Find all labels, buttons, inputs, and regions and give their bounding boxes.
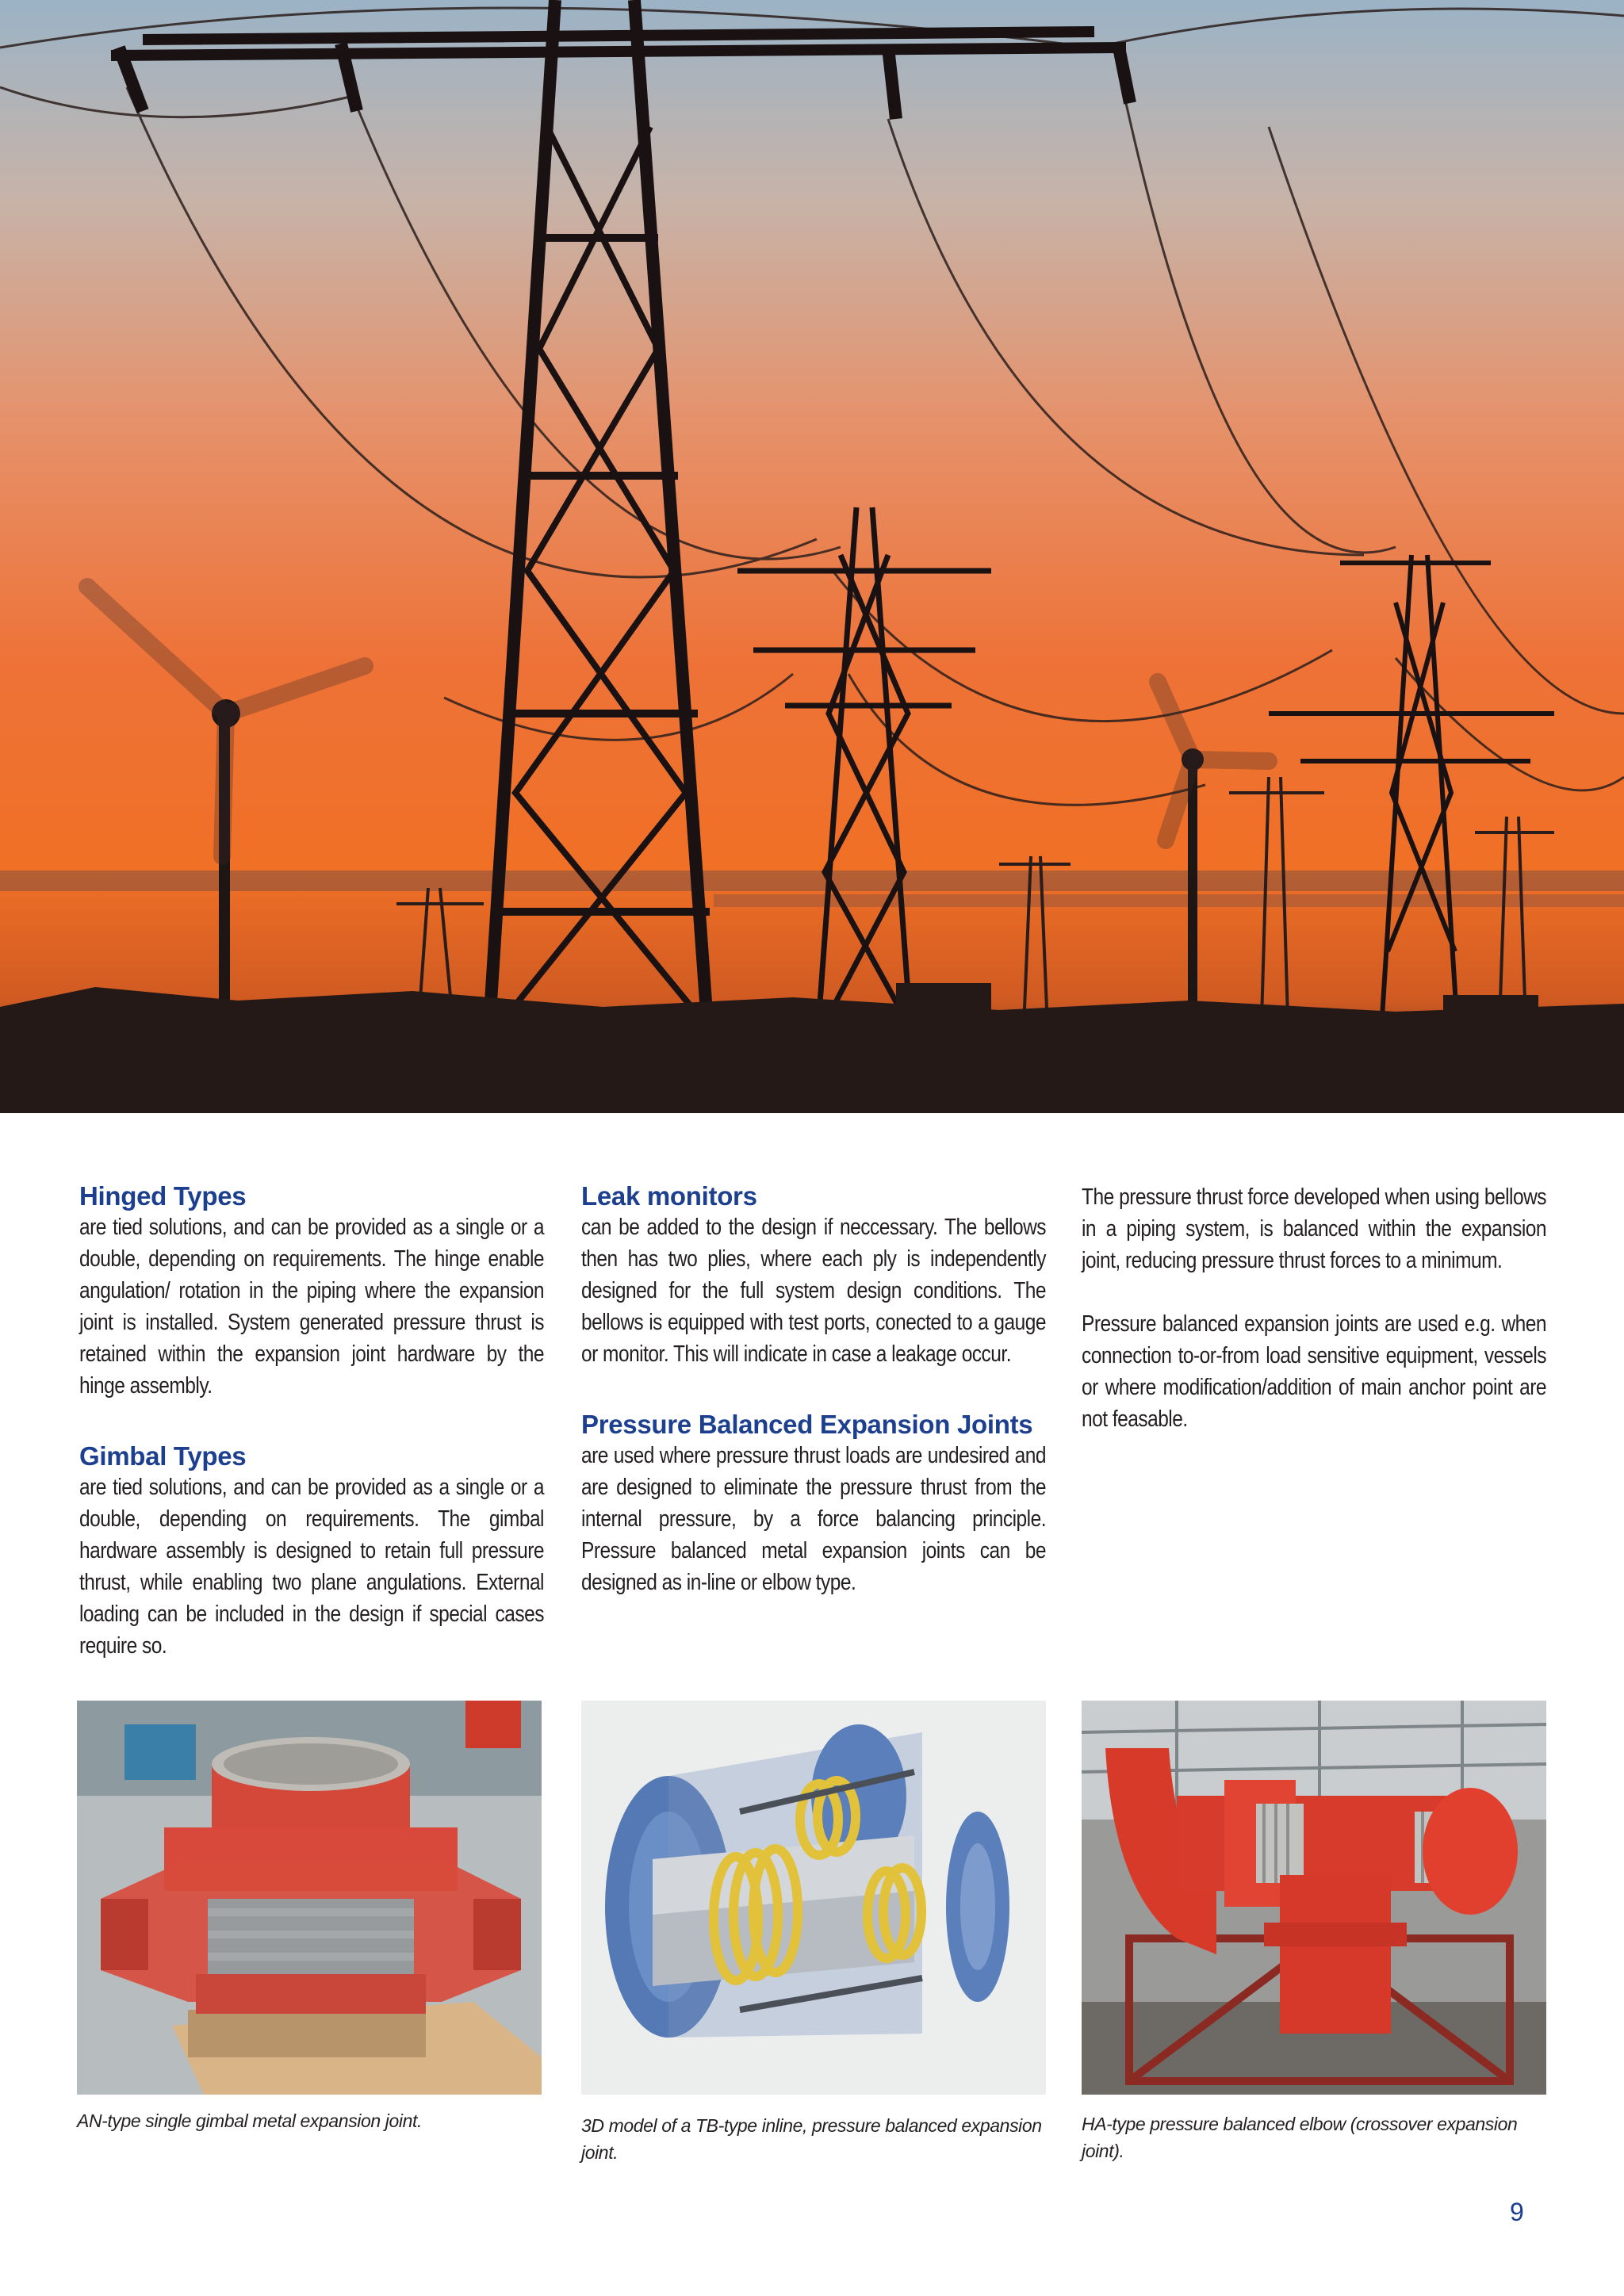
body-leak-monitors: can be added to the design if neccessary. The bellows then has two plies, where each ply is independently designed for the full system design conditions. The bellows is equipped with test ports, conected to a gauge or monitor. This will indicate in case a leakage occur.	[581, 1215, 1046, 1367]
photo-an-type-gimbal-joint	[77, 1701, 542, 2095]
heading-leak-monitors: Leak monitors	[581, 1181, 757, 1211]
column-2	[581, 1181, 1046, 1598]
body-hinged-types: are tied solutions, and can be provided as a single or a double, depending on requirements. The hinge enable angulation/ rotation in the piping where the expansion joint is installed. System generated pressure thrust is retained within the expansion joint hardware by the hinge assembly.	[79, 1215, 544, 1399]
page-number: 9	[1510, 2198, 1524, 2226]
hero-photo-power-lines	[0, 0, 1624, 1113]
body-gimbal-types: are tied solutions, and can be provided as a single or a double, depending on requirements. The gimbal hardware assembly is designed to retain full pressure thrust, while enabling two plane angulations. External loading can be included in the design if special cases require so.	[79, 1475, 544, 1659]
column-3	[1082, 1181, 1546, 1435]
column-1	[79, 1181, 544, 1662]
body-pressure-thrust: The pressure thrust force developed when using bellows in a piping system, is balanced within the expansion joint, reducing pressure thrust forces to a minimum.	[1082, 1184, 1546, 1273]
caption-photo-1: AN-type single gimbal metal expansion joint.	[77, 2110, 422, 2131]
body-pressure-balanced-use: Pressure balanced expansion joints are used e.g. when connection to-or-from load sensitive equipment, vessels or where modification/addition of main anchor point are not feasable.	[1082, 1311, 1546, 1432]
heading-gimbal-types: Gimbal Types	[79, 1441, 247, 1471]
heading-hinged-types: Hinged Types	[79, 1181, 247, 1211]
photo-tb-type-3d-model	[581, 1701, 1046, 2095]
caption-photo-2: 3D model of a TB-type inline, pressure balanced expansion joint.	[581, 2115, 1042, 2163]
photo-ha-type-elbow	[1082, 1701, 1546, 2095]
caption-photo-3: HA-type pressure balanced elbow (crossover expansion joint).	[1082, 2114, 1518, 2161]
heading-pressure-balanced: Pressure Balanced Expansion Joints	[581, 1410, 1033, 1439]
body-pressure-balanced: are used where pressure thrust loads are undesired and are designed to eliminate the pressure thrust from the internal pressure, by a force balancing principle. Pressure balanced metal expansion joints can be designed as in-line or elbow type.	[581, 1443, 1046, 1595]
